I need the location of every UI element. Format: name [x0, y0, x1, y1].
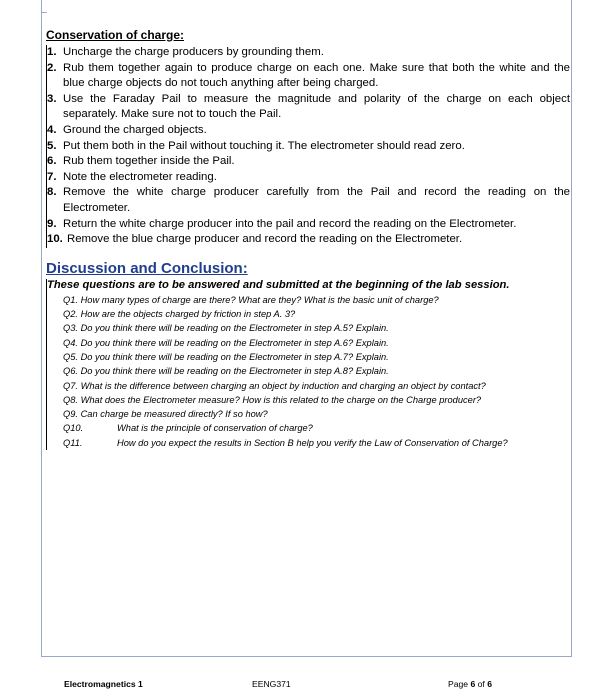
step-number: 5. [47, 139, 57, 152]
question-text: Do you think there will be reading on the Electrometer in step A.7? Explain. [80, 351, 389, 362]
step-text: Rub them together again to produce charge on each one. Make sure that both the white and the blue charge objects do not touch anything after being charged. [63, 61, 570, 90]
question-number: Q6. [63, 366, 78, 377]
page-current: 6 [470, 679, 476, 689]
list-item [47, 92, 572, 123]
page-of: of [475, 679, 488, 689]
question-number: Q9. [63, 409, 78, 420]
step-number: 2. [47, 61, 57, 74]
step-number: 1. [47, 46, 57, 58]
list-item [63, 364, 572, 378]
list-item [63, 336, 572, 350]
list-item [63, 307, 572, 321]
question-text: Do you think there will be reading on the Electrometer in step A.6? Explain. [80, 337, 389, 348]
question-text: How many types of charge are there? What are they? What is the basic unit of charge? [80, 294, 439, 305]
list-item [47, 45, 572, 61]
question-number: Q3. [63, 323, 78, 334]
question-number: Q1. [63, 294, 78, 305]
list-item [63, 436, 572, 450]
list-item [63, 293, 572, 307]
procedure-list [47, 45, 572, 248]
discussion-box [46, 279, 572, 450]
step-text: Ground the charged objects. [63, 123, 207, 136]
question-number: Q10. [63, 423, 84, 434]
question-list [47, 293, 572, 450]
step-text: Remove the white charge producer carefully from the Pail and record the reading on the Electrometer. [63, 186, 570, 214]
document-body [46, 28, 572, 450]
list-item [63, 407, 572, 421]
step-text: Put them both in the Pail without touching it. The electrometer should read zero. [63, 139, 465, 152]
step-text: Note the electrometer reading. [63, 170, 217, 183]
question-number: Q7. [63, 380, 78, 391]
question-number: Q5. [63, 351, 78, 362]
list-item [47, 139, 572, 155]
list-item [63, 350, 572, 364]
list-item [47, 217, 572, 233]
question-text: How are the objects charged by friction in step A. 3? [80, 309, 296, 320]
discussion-instruction: These questions are to be answered and submitted at the beginning of the lab session. [47, 278, 510, 291]
footer-code: EENG371 [252, 679, 291, 689]
question-text: What does the Electrometer measure? How is this related to the charge on the Charge producer? [80, 394, 482, 405]
step-number: 4. [47, 123, 57, 136]
page-prefix: Page [448, 679, 471, 689]
question-text: Do you think there will be reading on the Electrometer in step A.8? Explain. [80, 366, 389, 377]
question-text: Do you think there will be reading on the Electrometer in step A.5? Explain. [80, 323, 389, 334]
list-item [47, 154, 572, 170]
step-text: Rub them together inside the Pail. [63, 155, 235, 168]
step-text: Remove the blue charge producer and record the reading on the Electrometer. [67, 233, 463, 246]
list-item [47, 61, 572, 92]
footer-page [448, 679, 492, 689]
list-item [63, 379, 572, 393]
question-number: Q8. [63, 394, 78, 405]
steps-box [46, 45, 572, 248]
list-item [47, 232, 572, 248]
conservation-heading: Conservation of charge: [46, 28, 185, 42]
question-text: What is the principle of conservation of charge? [117, 423, 313, 434]
list-item [47, 170, 572, 186]
step-text: Return the white charge producer into the pail and record the reading on the Electrometer. [63, 217, 517, 230]
list-item [47, 185, 572, 216]
list-item [63, 393, 572, 407]
question-number: Q2. [63, 309, 78, 320]
step-text: Uncharge the charge producers by grounding them. [63, 46, 324, 58]
step-number: 8. [47, 186, 57, 199]
question-number: Q4. [63, 337, 78, 348]
question-number: Q11. [63, 437, 83, 448]
list-item [47, 123, 572, 139]
step-number: 10. [47, 233, 63, 246]
page-total: 6 [487, 679, 492, 689]
question-text: How do you expect the results in Section B help you verify the Law of Conservation of Charge? [117, 437, 508, 448]
question-text: Can charge be measured directly? If so how? [80, 409, 268, 420]
step-number: 9. [47, 217, 57, 230]
question-text: What is the difference between charging an object by induction and charging an object by contact? [80, 380, 486, 391]
step-number: 7. [47, 170, 57, 183]
list-item [63, 321, 572, 335]
step-number: 3. [47, 92, 57, 105]
discussion-title: Discussion and Conclusion: [46, 259, 248, 277]
footer-course: Electromagnetics 1 [64, 679, 143, 689]
list-item [63, 421, 572, 435]
step-number: 6. [47, 155, 57, 168]
step-text: Use the Faraday Pail to measure the magnitude and polarity of the charge on each object separately. Make sure not to touch the Pail. [63, 92, 570, 121]
